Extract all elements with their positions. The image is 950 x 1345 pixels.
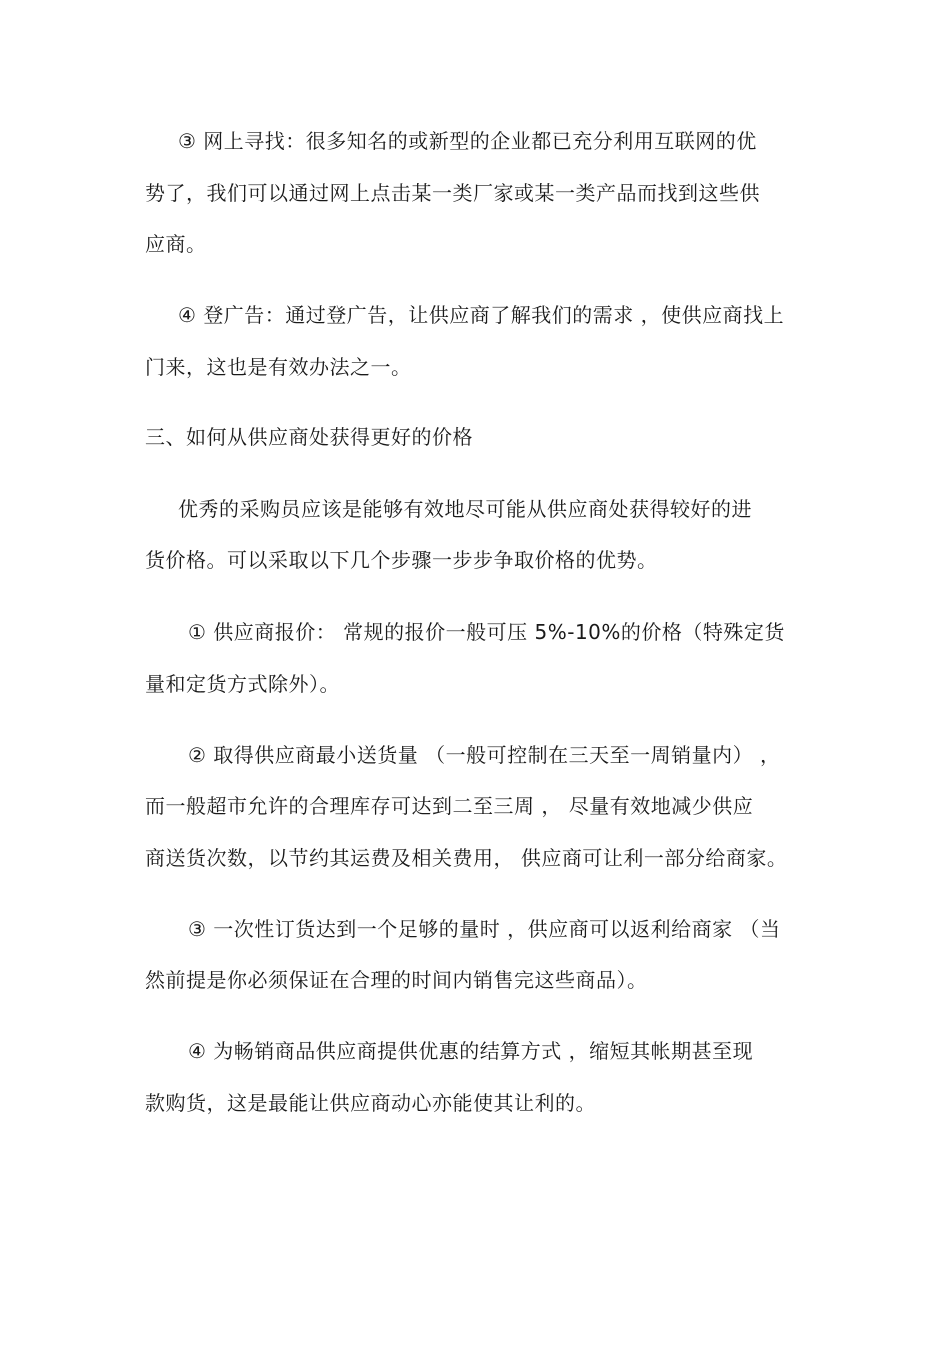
text-line: ④ 为畅销商品供应商提供优惠的结算方式 ，缩短其帐期甚至现 bbox=[188, 1039, 754, 1063]
text-line: 量和定货方式除外）。 bbox=[145, 672, 340, 696]
text-line: ④ 登广告：通过登广告，让供应商了解我们的需求 ，使供应商找上 bbox=[178, 303, 785, 327]
section-title: 三、如何从供应商处获得更好的价格 bbox=[145, 425, 473, 449]
text-line: ③ 网上寻找：很多知名的或新型的企业都已充分利用互联网的优 bbox=[178, 129, 757, 153]
text-line: ② 取得供应商最小送货量 （一般可控制在三天至一周销量内） ， bbox=[188, 743, 781, 767]
text-line: 款购货，这是最能让供应商动心亦能使其让利的。 bbox=[145, 1091, 596, 1115]
text-line: 然前提是你必须保证在合理的时间内销售完这些商品）。 bbox=[145, 968, 648, 992]
text-line: 势了，我们可以通过网上点击某一类厂家或某一类产品而找到这些供 bbox=[145, 181, 760, 205]
text-line: 而一般超市允许的合理库存可达到二至三周 ， 尽量有效地减少供应 bbox=[145, 794, 754, 818]
text-line: 优秀的采购员应该是能够有效地尽可能从供应商处获得较好的进 bbox=[178, 497, 752, 521]
text-line: ① 供应商报价： 常规的报价一般可压 5%-10%的价格（特殊定货 bbox=[188, 620, 785, 644]
text-line: ③ 一次性订货达到一个足够的量时 ，供应商可以返利给商家 （当 bbox=[188, 917, 781, 941]
text-line: 商送货次数，以节约其运费及相关费用， 供应商可让利一部分给商家。 bbox=[145, 846, 788, 870]
text-line: 应商。 bbox=[145, 232, 207, 256]
text-line: 货价格。可以采取以下几个步骤一步步争取价格的优势。 bbox=[145, 548, 658, 572]
text-line: 门来，这也是有效办法之一。 bbox=[145, 355, 412, 379]
